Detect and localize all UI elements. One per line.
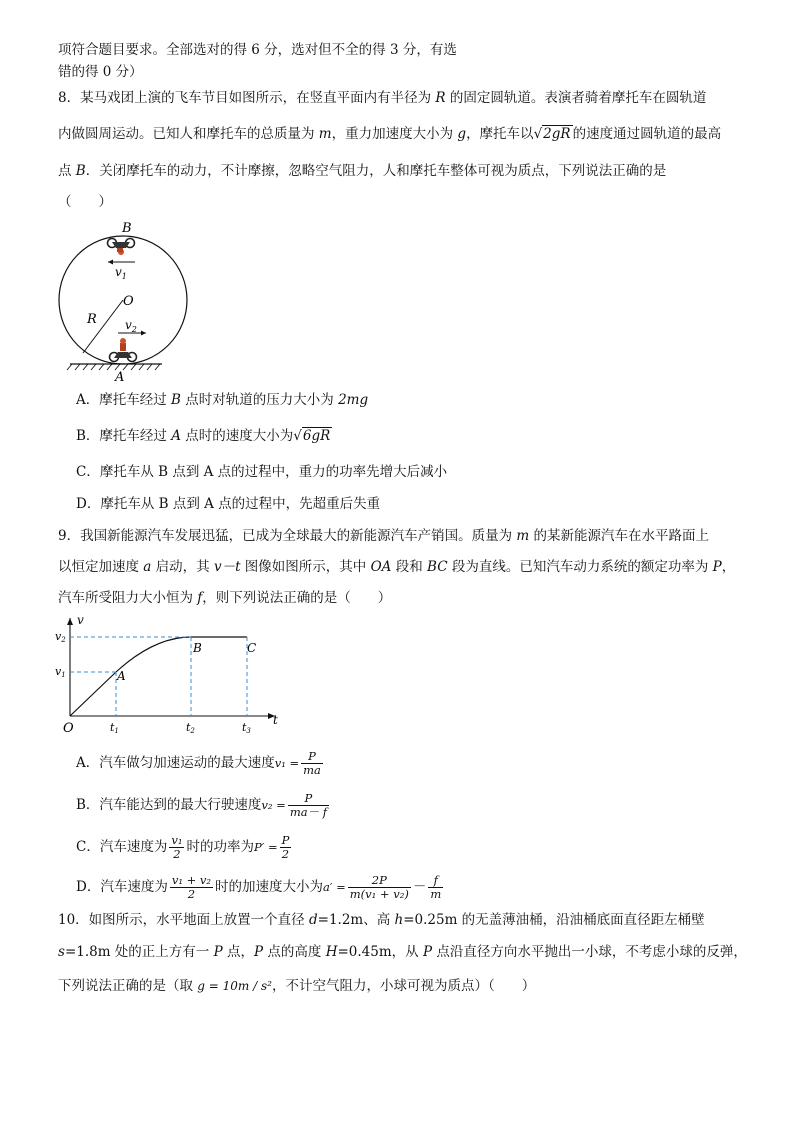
text: ，不计空气阻力，小球可视为质点）（ ）: [271, 978, 536, 994]
numerator: P: [301, 750, 323, 764]
label-O: O: [123, 294, 134, 309]
motorcycle-top-icon: [108, 239, 135, 256]
fraction: [170, 874, 213, 901]
text: 点沿直径方向水平抛出一小球，不考虑小球的反弹，: [432, 944, 747, 960]
text: 点，: [222, 944, 254, 960]
fraction: [288, 792, 329, 819]
sqrt-6gR: √6gR: [293, 428, 331, 444]
tick-v2: v2: [55, 630, 66, 644]
label-v1: $v_1$: [115, 265, 127, 281]
q8-line-3: [58, 163, 666, 179]
v2-arrowhead: [141, 331, 146, 336]
label-A: A: [115, 370, 125, 385]
lhs: P′ =: [253, 840, 278, 854]
text: B．汽车能达到的最大行驶速度: [76, 797, 262, 813]
value-g: g = 10m / s²: [197, 979, 272, 993]
text: A．摩托车经过: [76, 392, 172, 408]
text: 点时对轨道的压力大小为: [180, 392, 339, 408]
text: 9．我国新能源汽车发展迅猛，已成为全球最大的新能源汽车产销国。质量为: [58, 528, 517, 544]
q8-option-d: D．摩托车从 B 点到 A 点的过程中，先超重后失重: [76, 496, 381, 512]
value-2mg: 2mg: [338, 392, 369, 408]
text: 段和: [391, 559, 428, 575]
text: 下列说法正确的是（取: [58, 978, 198, 994]
intro-line-2: 错的得 0 分）: [58, 64, 143, 80]
denominator: ma: [303, 763, 321, 777]
intro-line-1: 项符合题目要求。全部选对的得 6 分，选对但不全的得 3 分，有选: [58, 42, 457, 58]
var-d: d: [308, 912, 318, 928]
var-B: B: [171, 392, 181, 408]
sqrt-2gR: √2gR: [533, 126, 571, 142]
q8-option-c: C．摩托车从 B 点到 A 点的过程中，重力的功率先增大后减小: [76, 464, 448, 480]
text: 汽车所受阻力大小恒为: [58, 590, 198, 606]
q9-line-1: [58, 528, 709, 544]
point-B: B: [193, 641, 202, 655]
var-s: s: [58, 944, 65, 960]
fraction: [169, 834, 184, 861]
axis-label-t: t: [273, 713, 278, 727]
text: ，摩托车以: [466, 126, 534, 142]
q9-option-b: [76, 792, 331, 819]
numerator: 2P: [348, 874, 411, 888]
tick-t2: t2: [186, 721, 195, 735]
var-h: h: [394, 912, 404, 928]
q8-loop-figure: [50, 215, 200, 385]
v-axis-arrow: [67, 618, 73, 625]
var-BC: BC: [427, 559, 448, 575]
var-P: P: [254, 944, 264, 960]
text: ，则下列说法正确的是（ ）: [202, 590, 392, 606]
tick-t3: t3: [242, 721, 251, 735]
point-C: C: [247, 641, 257, 655]
ground-hatch: [67, 364, 160, 370]
numerator: P: [281, 833, 290, 847]
var-P: P: [213, 944, 223, 960]
text: B．摩托车经过: [76, 428, 172, 444]
denominator: m: [430, 887, 442, 901]
guide-lines: [70, 637, 247, 716]
fraction: [280, 834, 292, 861]
q10-line-3: [58, 978, 535, 994]
denominator: 2: [281, 847, 290, 861]
text: 点: [58, 163, 76, 179]
text: 的固定圆轨道。表演者骑着摩托车在圆轨道: [445, 90, 707, 106]
text: 8．某马戏团上演的飞车节目如图所示，在竖直平面内有半径为: [58, 90, 436, 106]
q8-line-2: [58, 126, 721, 142]
text: 内做圆周运动。已知人和摩托车的总质量为: [58, 126, 319, 142]
numerator: P: [288, 792, 329, 806]
denominator: 2: [173, 847, 181, 861]
point-A: A: [117, 669, 126, 683]
q9-vt-graph: [50, 612, 290, 740]
text: 段为直线。已知汽车动力系统的额定功率为: [447, 559, 713, 575]
numerator: v₁ + v₂: [171, 873, 211, 887]
text: 时的加速度大小为: [215, 879, 323, 895]
var-A: A: [171, 428, 181, 444]
minus: －: [412, 879, 427, 895]
var-g: g: [457, 126, 467, 142]
lhs: v₂ =: [261, 798, 286, 812]
tick-t1: t1: [110, 721, 119, 735]
q9-option-c: [76, 834, 293, 861]
fraction: [348, 874, 411, 901]
denominator: 2: [187, 887, 196, 901]
var-vt: v－t: [213, 559, 241, 575]
text: ，重力加速度大小为: [331, 126, 458, 142]
label-v2: $v_2$: [125, 318, 137, 334]
q8-option-a: [76, 392, 368, 408]
text: A．汽车做匀加速运动的最大速度: [76, 755, 275, 771]
text: ，: [721, 559, 736, 575]
text: 点的高度: [263, 944, 326, 960]
text: C．汽车速度为: [76, 839, 168, 855]
fraction: [428, 874, 443, 901]
text: 点时的速度大小为: [180, 428, 294, 444]
q8-answer-paren: （ ）: [58, 194, 112, 210]
q10-line-1: [58, 912, 705, 928]
lhs: a′ =: [323, 880, 346, 894]
text: 启动，其: [151, 559, 214, 575]
var-OA: OA: [370, 559, 392, 575]
text: =1.2m、高: [317, 912, 395, 928]
text: =1.8m 处的正上方有一: [64, 944, 214, 960]
var-B: B: [75, 163, 86, 179]
tick-v1: v1: [55, 665, 66, 679]
axis-label-v: v: [77, 613, 84, 627]
lhs: v₁ =: [274, 756, 300, 770]
text: =0.45m，从: [337, 944, 423, 960]
q9-line-2: [58, 559, 735, 575]
text: D．汽车速度为: [76, 879, 168, 895]
numerator: v₁: [171, 833, 183, 847]
q8-line-1: [58, 90, 706, 106]
text: 以恒定加速度: [58, 559, 144, 575]
radicand: 2gR: [543, 126, 571, 142]
vt-curve: [70, 637, 247, 716]
text: 的速度通过圆轨道的最高: [572, 126, 722, 142]
text: =0.25m 的无盖薄油桶，沿油桶底面直径距左桶壁: [403, 912, 705, 928]
q9-line-3: [58, 590, 391, 606]
denominator: m(v₁ + v₂): [349, 887, 409, 901]
q9-option-d: [76, 874, 445, 901]
q8-option-b: [76, 428, 332, 444]
text: 的某新能源汽车在水平路面上: [529, 528, 709, 544]
origin-O: O: [63, 721, 74, 736]
var-f: f: [197, 590, 203, 606]
var-H: H: [325, 944, 338, 960]
denominator: ma－ f: [289, 805, 328, 819]
label-B: B: [122, 221, 132, 236]
numerator: f: [428, 874, 443, 888]
var-R: R: [435, 90, 446, 106]
text: 10．如图所示，水平地面上放置一个直径: [58, 912, 309, 928]
radicand: 6gR: [302, 428, 331, 444]
q9-option-a: [76, 750, 325, 777]
text: 图像如图所示，其中: [240, 559, 371, 575]
var-a: a: [143, 559, 152, 575]
v1-arrowhead: [108, 260, 113, 265]
var-P: P: [422, 944, 433, 960]
motorcycle-bottom-icon: [110, 338, 137, 362]
var-P: P: [712, 559, 722, 575]
var-m: m: [318, 126, 332, 142]
var-m: m: [516, 528, 530, 544]
text: ．关闭摩托车的动力，不计摩擦，忽略空气阻力，人和摩托车整体可视为质点，下列说法正确的是: [85, 163, 667, 179]
label-R: R: [87, 312, 97, 327]
fraction: [301, 750, 323, 777]
q10-line-2: [58, 944, 747, 960]
text: 时的功率为: [186, 839, 254, 855]
